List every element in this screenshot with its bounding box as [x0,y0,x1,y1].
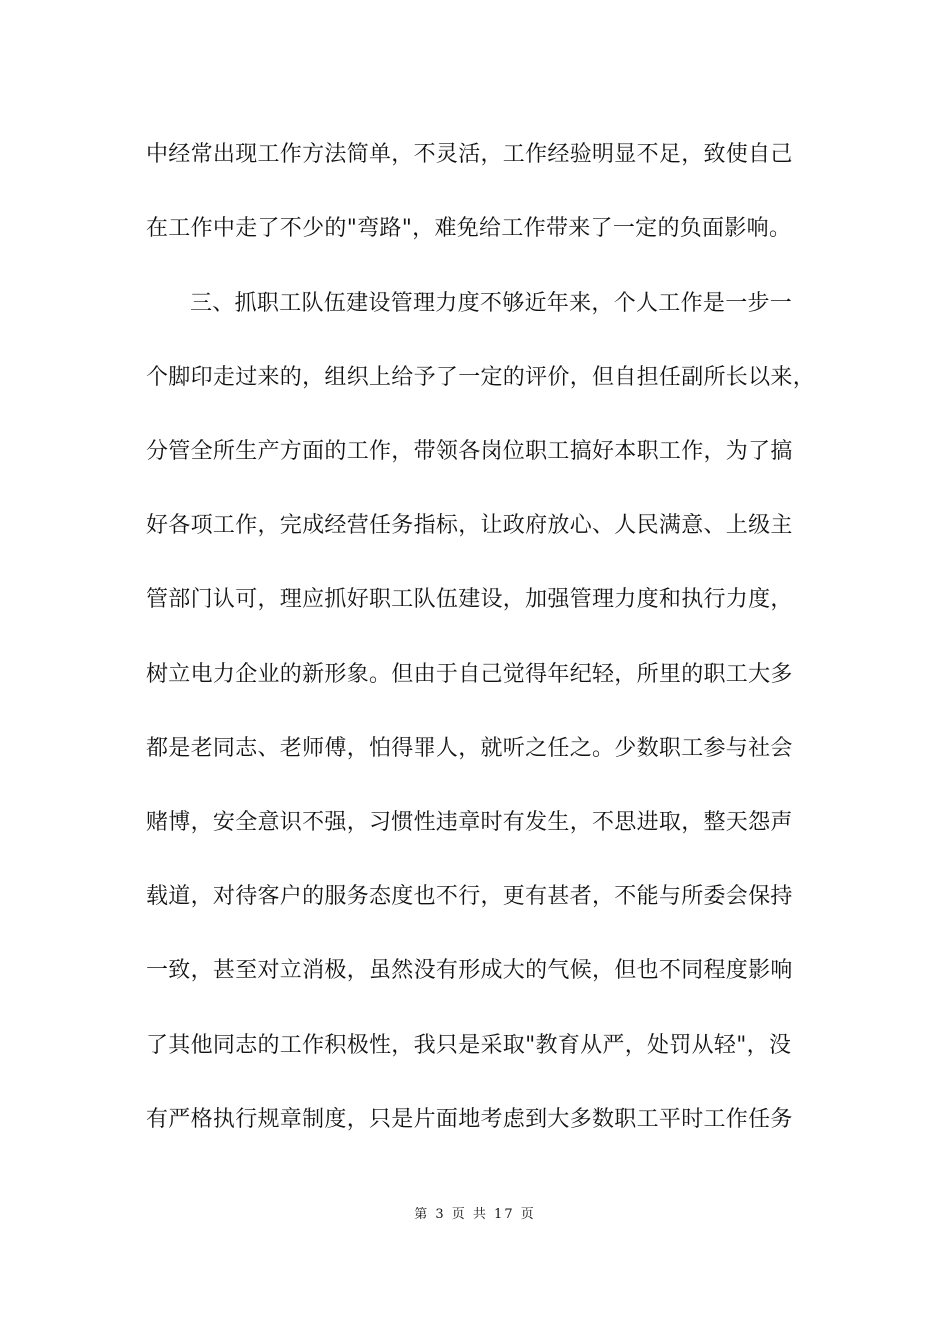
body-line-14: 有严格执行规章制度，只是片面地考虑到大多数职工平时工作任务 [146,1107,793,1132]
body-line-11: 载道，对待客户的服务态度也不行，更有甚者，不能与所委会保持 [146,884,793,909]
body-line-2: 在工作中走了不少的"弯路"，难免给工作带来了一定的负面影响。 [146,216,792,241]
body-line-13: 了其他同志的工作积极性，我只是采取"教育从严，处罚从轻"，没 [146,1033,792,1058]
body-line-3: 三、抓职工队伍建设管理力度不够近年来，个人工作是一步一 [190,291,793,316]
body-line-8: 树立电力企业的新形象。但由于自己觉得年纪轻，所里的职工大多 [146,662,793,687]
body-line-6: 好各项工作，完成经营任务指标，让政府放心、人民满意、上级主 [146,513,793,538]
body-line-9: 都是老同志、老师傅，怕得罪人，就听之任之。少数职工参与社会 [146,736,793,761]
page-number-label: 第 3 页 共 17 页 [414,1207,536,1222]
body-line-10: 赌博，安全意识不强，习惯性违章时有发生，不思进取，整天怨声 [146,810,793,835]
body-line-7: 管部门认可，理应抓好职工队伍建设，加强管理力度和执行力度， [146,587,793,612]
body-line-4: 个脚印走过来的，组织上给予了一定的评价，但自担任副所长以来， [146,365,816,390]
body-line-12: 一致，甚至对立消极，虽然没有形成大的气候，但也不同程度影响 [146,958,793,983]
body-line-1: 中经常出现工作方法简单，不灵活，工作经验明显不足，致使自己 [146,142,793,167]
body-line-5: 分管全所生产方面的工作，带领各岗位职工搞好本职工作，为了搞 [146,439,793,464]
page-footer [0,1206,950,1224]
